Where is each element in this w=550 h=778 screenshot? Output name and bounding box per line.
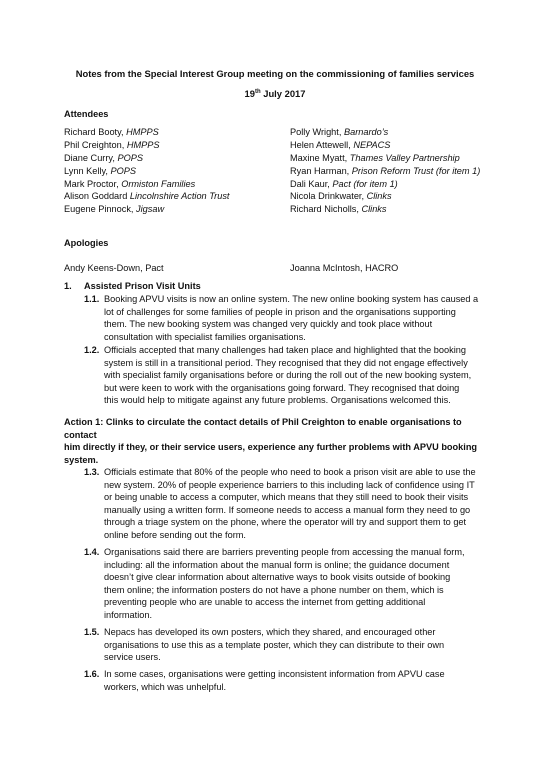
paragraph-item xyxy=(84,466,490,542)
attendee-row xyxy=(64,165,494,178)
attendee-right: Maxine Myatt, Thames Valley Partnership xyxy=(290,152,460,163)
date-day: 19 xyxy=(244,88,255,99)
attendee-row xyxy=(64,139,494,152)
paragraph-text: In some cases, organisations were getting inconsistent information from APVU case workers, which was unhelpful. xyxy=(104,669,445,692)
apology-right: Joanna McIntosh, HACRO xyxy=(290,263,399,273)
attendee-left: Richard Booty, HMPPS xyxy=(64,127,159,137)
attendee-left: Lynn Kelly, POPS xyxy=(64,165,137,176)
attendee-right: Ryan Harman, Prison Reform Trust (for item 1) xyxy=(290,165,481,176)
date-suffix: th xyxy=(254,89,261,95)
attendee-row xyxy=(64,190,494,203)
attendee-row xyxy=(64,152,494,165)
attendee-row xyxy=(64,178,494,191)
paragraph-text: Nepacs has developed its own posters, which they shared, and encouraged other organisations to use this as a template poster, which they can distribute to their own service users. xyxy=(104,627,445,663)
apologies-heading: Apologies xyxy=(64,238,109,248)
attendee-right: Richard Nicholls, Clinks xyxy=(290,204,387,215)
document-title: Notes from the Special Interest Group meeting on the commissioning of families services xyxy=(75,68,475,79)
attendee-left: Phil Creighton, HMPPS xyxy=(64,139,160,150)
paragraph-item xyxy=(84,668,490,693)
apology-left: Andy Keens-Down, Pact xyxy=(64,263,164,273)
attendee-left: Eugene Pinnock, Jigsaw xyxy=(64,204,165,215)
attendees-list xyxy=(64,126,494,216)
paragraph-text: Officials estimate that 80% of the people who need to book a prison visit are able to use the new system. 20% of people experience barriers to this including lack of confidence using IT or being unable to access a computer, which means that they still need to book their visits manually using a written form. If someone needs to access a manual form they need to go through a triage system on the phone, where the operator will try and support them to get online before sending out the form. xyxy=(104,467,476,540)
paragraph-item xyxy=(84,626,490,664)
attendee-left: Alison Goddard Lincolnshire Action Trust xyxy=(64,191,230,202)
paragraph-number: 1.1. xyxy=(84,294,100,304)
attendee-row xyxy=(64,203,494,216)
attendee-left: Mark Proctor, Ormiston Families xyxy=(64,178,196,189)
date-rest: July 2017 xyxy=(260,88,306,99)
paragraph-item xyxy=(84,546,490,622)
attendees-heading: Attendees xyxy=(64,109,109,119)
attendee-right: Dali Kaur, Pact (for item 1) xyxy=(290,178,398,189)
attendee-right: Helen Attewell, NEPACS xyxy=(290,139,391,150)
apologies-list xyxy=(64,262,494,275)
paragraph-item xyxy=(84,293,490,343)
paragraph-number: 1.5. xyxy=(84,627,100,637)
attendee-right: Nicola Drinkwater, Clinks xyxy=(290,191,392,202)
paragraph-text: Booking APVU visits is now an online system. The new online booking system has caused a lot of challenges for some families of people in prison and the organisations supporting them. The new booking system was changed very quickly and took place without consultation with specialist families organisations. xyxy=(104,294,479,342)
section-heading xyxy=(64,280,201,293)
attendee-right: Polly Wright, Barnardo’s xyxy=(290,127,389,137)
meeting-date xyxy=(0,88,550,101)
attendee-left: Diane Curry, POPS xyxy=(64,152,143,163)
action-item: Action 1: Clinks to circulate the contact details of Phil Creighton to enable organisations to contact him directly if they, or their service users, experience any further problems with APVU booking system. xyxy=(64,417,478,465)
attendee-row xyxy=(64,126,494,139)
paragraph-number: 1.3. xyxy=(84,467,100,477)
paragraph-number: 1.2. xyxy=(84,345,100,355)
section-title: Assisted Prison Visit Units xyxy=(84,281,201,291)
paragraph-number: 1.6. xyxy=(84,669,100,679)
paragraph-text: Officials accepted that many challenges had taken place and highlighted that the booking system is still in a transitional period. They recognised that they did not engage effectively with specialist family organisations before or during the roll out of the new booking system, but were keen to work with the organisations going forward. They recognised that doing this would help to mitigate against any future problems. Organisations welcomed this. xyxy=(104,345,472,406)
paragraph-item xyxy=(84,344,490,407)
paragraph-number: 1.4. xyxy=(84,547,100,557)
section-number: 1. xyxy=(64,281,72,291)
paragraph-text: Organisations said there are barriers preventing people from accessing the manual form, including: all the information about the manual form is online; the guidance document doesn’t give clear information about alternative ways to book visits outside of booking them online; the information posters do not have a phone number on them, which is preventing people who are unable to access the internet from getting additional information. xyxy=(104,547,465,620)
